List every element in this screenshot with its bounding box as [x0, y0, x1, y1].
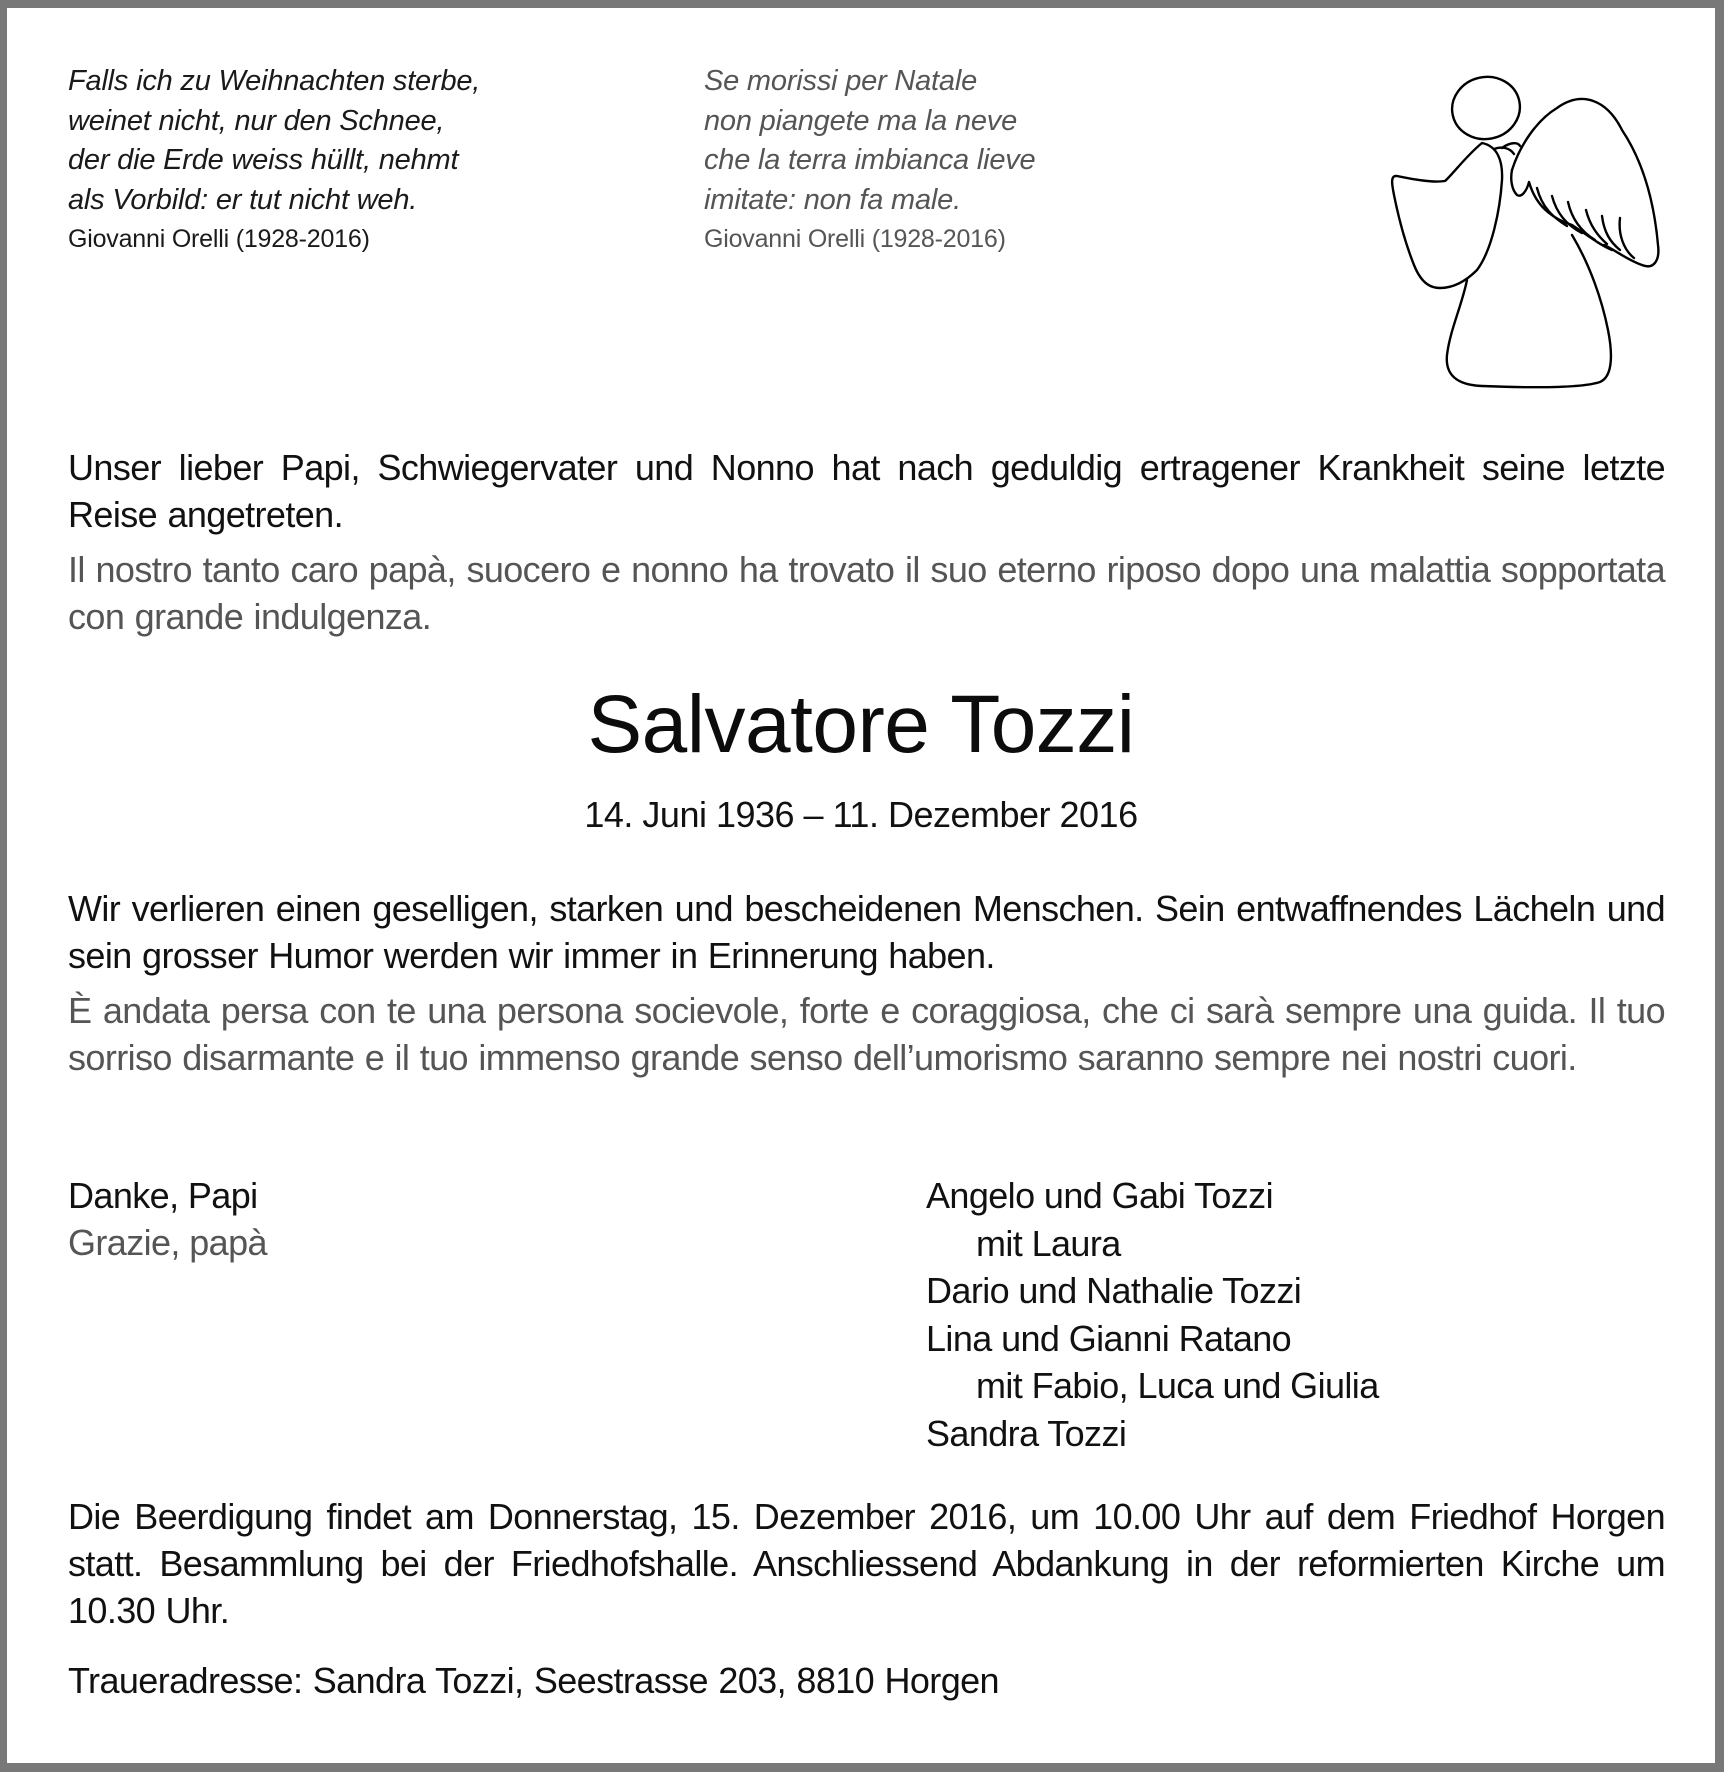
poem-line: Se morissi per Natale [704, 65, 978, 97]
poem-author: Giovanni Orelli (1928-2016) [68, 225, 370, 253]
thanks-italian: Grazie, papà [68, 1222, 267, 1263]
poem-author: Giovanni Orelli (1928-2016) [704, 225, 1006, 253]
tribute-german: Wir verlieren einen geselligen, starken und bescheidenen Menschen. Sein entwaffnendes Lächeln und sein grosser Humor werden wir immer in Erinnerung haben. [68, 888, 1665, 976]
poem-line: Falls ich zu Weihnachten sterbe, [68, 65, 481, 97]
poem-german [68, 62, 480, 260]
life-dates: 14. Juni 1936 – 11. Dezember 2016 [584, 794, 1138, 835]
poem-italian [704, 62, 1035, 260]
poem-line: als Vorbild: er tut nicht weh. [68, 183, 418, 216]
tribute-italian: È andata persa con te una persona socievole, forte e coraggiosa, che ci sarà sempre una guida. Il tuo sorriso disarmante e il tuo immenso grande senso dell’umorismo saranno sempre nei nostri cuori. [68, 990, 1665, 1078]
poem-line: che la terra imbianca lieve [704, 144, 1036, 176]
angel-icon [1342, 50, 1682, 390]
family-member: mit Laura [976, 1222, 1121, 1264]
funeral-info: Die Beerdigung findet am Donnerstag, 15. Dezember 2016, um 10.00 Uhr auf dem Friedhof Horgen statt. Besammlung bei der Friedhofshalle. Anschliessend Abdankung in der reformierten Kirche um 10.30 Uhr. [68, 1496, 1665, 1631]
family-member: Sandra Tozzi [926, 1412, 1127, 1454]
obituary-page [7, 8, 1715, 1763]
family-list [926, 1172, 1379, 1457]
intro-german: Unser lieber Papi, Schwiegervater und Nonno hat nach geduldig ertragener Krankheit seine letzte Reise angetreten. [68, 447, 1665, 535]
family-member: Dario und Nathalie Tozzi [926, 1270, 1302, 1311]
deceased-name: Salvatore Tozzi [587, 679, 1135, 770]
poem-line: imitate: non fa male. [704, 183, 961, 216]
thanks-block [68, 1172, 267, 1266]
family-member: mit Fabio, Luca und Giulia [976, 1365, 1379, 1406]
thanks-german: Danke, Papi [68, 1175, 258, 1216]
family-member: Angelo und Gabi Tozzi [926, 1175, 1273, 1216]
mourning-address: Traueradresse: Sandra Tozzi, Seestrasse 203, 8810 Horgen [68, 1660, 999, 1701]
poem-line: non piangete ma la neve [704, 104, 1018, 137]
poem-line: der die Erde weiss hüllt, nehmt [68, 144, 459, 176]
poem-line: weinet nicht, nur den Schnee, [68, 104, 445, 137]
family-member: Lina und Gianni Ratano [926, 1317, 1292, 1359]
intro-italian: Il nostro tanto caro papà, suocero e nonno ha trovato il suo eterno riposo dopo una malattia sopportata con grande indulgenza. [68, 549, 1665, 637]
